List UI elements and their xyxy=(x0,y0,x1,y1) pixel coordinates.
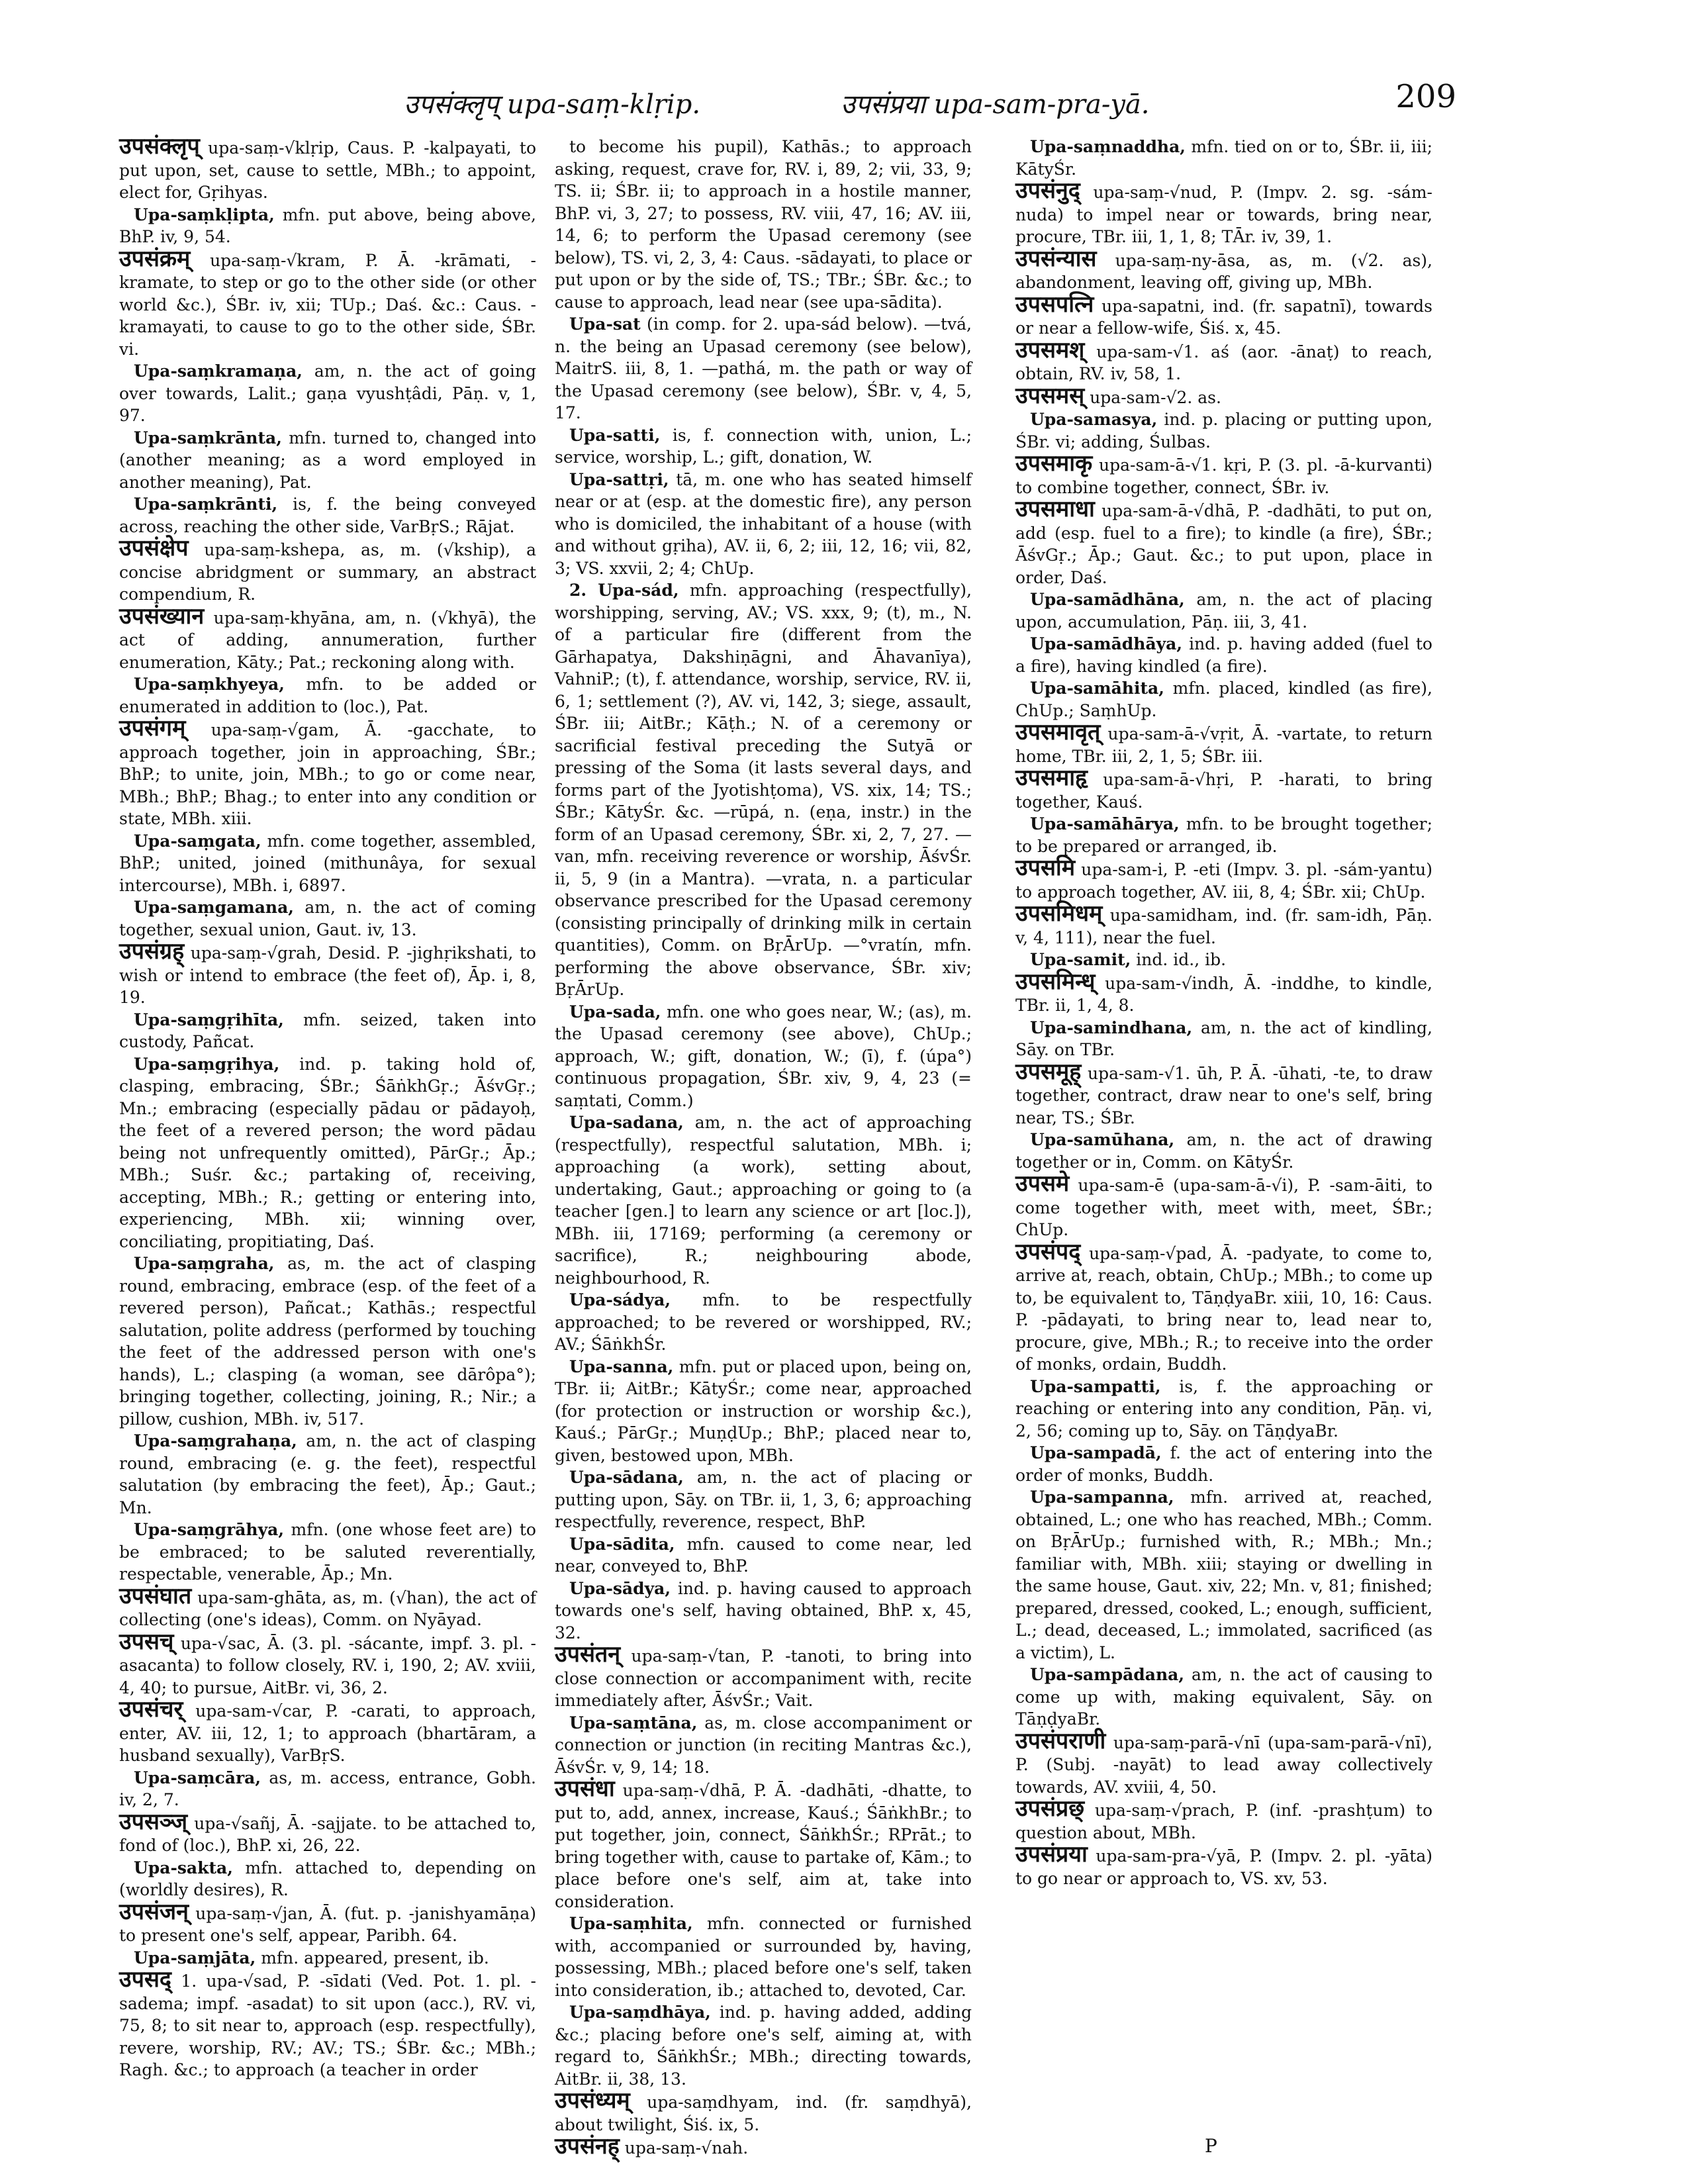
sub-entry xyxy=(555,1533,972,1578)
entry-text: mfn. put or placed upon, being on, TBr. ii; AitBr.; KātyŚr.; come near, approached (for protection or instruction or worship &c.), Kauś.; PārGṛ.; MuṇḍUp.; BhP.; placed near to, given, bestowed upon, MBh. xyxy=(555,1356,972,1465)
devanagari-headword: उपसमावृत् xyxy=(1015,719,1101,745)
entry-headword: Upa-sampatti, xyxy=(1030,1376,1161,1396)
devanagari-headword: उपसमिधम् xyxy=(1015,900,1103,927)
entry-text: mfn. put above, being above, BhP. iv, 9, 54. xyxy=(119,205,536,246)
entry-text: mfn. seized, taken into custody, Pañcat. xyxy=(119,1010,536,1051)
main-entry xyxy=(119,1696,536,1767)
entry-headword: Upa-sada, xyxy=(569,1002,661,1021)
sub-entry xyxy=(119,1430,536,1519)
entry-text: upa-sam-√1. ūh, P. Ā. -ūhati, -te, to draw together, contract, draw near to one's self, bring near, TS.; ŚBr. xyxy=(1015,1063,1432,1127)
sub-entry xyxy=(555,1112,972,1289)
sub-entry xyxy=(1015,1129,1432,1173)
entry-headword: Upa-samāhārya, xyxy=(1030,814,1180,833)
entry-headword: Upa-sanna, xyxy=(569,1356,674,1376)
entry-text: mfn. (one whose feet are) to be embraced; to be saluted reverentially, respectable, venerable, Āp.; Mn. xyxy=(119,1520,536,1584)
entry-text: upa-sapatni, ind. (fr. sapatnī), towards or near a fellow-wife, Śiś. x, 45. xyxy=(1015,296,1432,338)
entry-text: is, f. the being conveyed across, reaching the other side, VarBṛS.; Rājat. xyxy=(119,495,536,536)
main-entry xyxy=(119,535,536,606)
sub-entry xyxy=(1015,589,1432,633)
main-entry xyxy=(1015,1238,1432,1376)
entry-text: mfn. appeared, present, ib. xyxy=(256,1948,489,1968)
entry-text: is, f. connection with, union, L.; service, worship, L.; gift, donation, W. xyxy=(555,425,972,467)
entry-text: upa-sam-√2. as. xyxy=(1084,387,1221,407)
entry-text: am, n. the act of kindling, Sāy. on TBr. xyxy=(1015,1018,1432,1059)
main-entry xyxy=(555,2087,972,2136)
sub-entry xyxy=(119,360,536,427)
devanagari-headword: उपसंजन् xyxy=(119,1898,189,1925)
sub-entry xyxy=(555,1001,972,1112)
sub-entry xyxy=(1015,1664,1432,1731)
entry-text: tā, m. one who has seated himself near or at (esp. at the domestic fire), any person who is domiciled, the inhabitant of a house (with and without gṛiha), AV. ii, 6, 2; iii, 12, 16; vii, 82, 3; VS. xxvii, 2; 4; ChUp. xyxy=(555,469,972,578)
entry-headword: Upa-sampadā, xyxy=(1030,1443,1162,1462)
entry-text: am, n. the act of going over towards, Lalit.; gaṇa vyushṭâdi, Pāṇ. v, 1, 97. xyxy=(119,361,536,425)
entry-text: upa-√sañj, Ā. -sajjate. to be attached to, fond of (loc.), BhP. xi, 26, 22. xyxy=(119,1813,536,1855)
entry-text: upa-sam-pra-√yā, P. (Impv. 2. pl. -yāta) to go near or approach to, VS. xv, 53. xyxy=(1015,1846,1432,1888)
sub-entry xyxy=(119,204,536,248)
entry-headword: Upa-saṃgrahaṇa, xyxy=(134,1431,297,1450)
entry-headword: Upa-saṃkramaṇa, xyxy=(134,361,303,381)
entry-headword: Upa-sakta, xyxy=(134,1858,233,1877)
entry-text: upa-saṃ-√grah, Desid. P. -jighṛikshati, to wish or intend to embrace (the feet of), Āp. i, 8, 19. xyxy=(119,943,536,1007)
main-entry xyxy=(119,715,536,830)
running-header xyxy=(119,78,1456,131)
entry-headword: Upa-saṃtāna, xyxy=(569,1713,698,1733)
entry-text: mfn. placed, kindled (as fire), ChUp.; SaṃhUp. xyxy=(1015,679,1432,720)
entry-text: upa-saṃ-√gam, Ā. -gacchate, to approach together, join in approaching, ŚBr.; BhP.; to unite, join, MBh.; to go or come near, MBh.; BhP.; Bhag.; to enter into any condition or state, MBh. xiii. xyxy=(119,720,536,828)
entry-text: upa-√sac, Ā. (3. pl. -sácante, impf. 3. pl. -asacanta) to follow closely, RV. i, 190, 2; AV. xviii, 4, 40; to pursue, AitBr. vi, 36, 2. xyxy=(119,1633,536,1697)
sub-entry xyxy=(1015,1017,1432,1061)
main-entry xyxy=(1015,719,1432,767)
sub-entry xyxy=(555,424,972,469)
entry-text: upa-saṃ-√dhā, P. Ā. -dadhāti, -dhatte, to put to, add, annex, increase, Kauś.; ŚāṅkhBr.; to put together, join, connect, ŚāṅkhŚr.; RPrāt.; to bring together with, cause to partake of, Kām.; to place before one's self, aim at, take into consideration. xyxy=(555,1781,972,1911)
main-entry xyxy=(1015,450,1432,499)
entry-headword: Upa-saṃgṛihya, xyxy=(134,1054,280,1074)
entry-text: ind. p. having caused to approach towards one's self, having obtained, BhP. x, 45, 32. xyxy=(555,1578,972,1642)
sub-entry xyxy=(555,313,972,424)
entry-headword: Upa-sattṛi, xyxy=(569,469,669,489)
entry-text: mfn. tied on or to, ŚBr. ii, iii; KātyŚr. xyxy=(1015,137,1432,179)
entry-headword: 2. Upa-sád, xyxy=(569,581,679,600)
page-number: 209 xyxy=(1395,78,1456,115)
main-entry xyxy=(119,938,536,1009)
entry-text: upa-saṃ-kshepa, as, m. (√kship), a concise abridgment or summary, an abstract compendium, R. xyxy=(119,540,536,604)
entry-text: upa-sam-√car, P. -carati, to approach, enter, AV. iii, 12, 1; to approach (bhartāram, a husband sexually), VarBṛS. xyxy=(119,1701,536,1765)
devanagari-headword: उपसमस् xyxy=(1015,382,1085,409)
sub-entry xyxy=(1015,1486,1432,1664)
main-entry xyxy=(1015,496,1432,589)
column-1 xyxy=(119,133,536,2081)
entry-text: upa-samidham, ind. (fr. sam-idh, Pāṇ. v, 4, 111), near the fuel. xyxy=(1015,906,1432,947)
devanagari-headword: उपसंधा xyxy=(555,1776,615,1802)
main-entry xyxy=(1015,336,1432,385)
entry-text: mfn. connected or furnished with, accompanied or surrounded by, having, possessing, MBh.; placed before one's self, taken into consideration, ib.; attached to, devoted, Car. xyxy=(555,1914,972,2000)
entry-text: upa-sam-i, P. -eti (Impv. 3. pl. -sám-yantu) to approach together, AV. iii, 8, 4; ŚBr. xii; ChUp. xyxy=(1015,860,1432,902)
entry-text: upa-sam-ē (upa-sam-ā-√i), P. -sam-āiti, to come together with, meet with, meet, ŚBr.; ChUp. xyxy=(1015,1176,1432,1239)
entry-headword: Upa-samādhāna, xyxy=(1030,590,1185,609)
main-entry xyxy=(119,602,536,674)
devanagari-headword: उपसंन्यास xyxy=(1015,245,1097,272)
entry-text: mfn. approaching (respectfully), worshipping, serving, AV.; VS. xxx, 9; (t), m., N. of a particular fire (different from the Gārhapatya, Dakshiṇāgni, and Āhavanīya), VahniP.; (t), f. attendance, worship, service, RV. ii, 6, 1; settlement (?), AV. vi, 142, 3; siege, assault, ŚBr. iii; AitBr.; Kāṭh.; N. of a ceremony or sacrificial festival preceding the Sutyā or pressing of the Soma (it lasts several days, and forms part of the Jyotishṭoma), VS. xix, 14; TS.; ŚBr.; KātyŚr. &c. —rūpá, n. (eṇa, instr.) in the form of an Upasad ceremony, ŚBr. xi, 2, 7, 27. —van, mfn. receiving reverence or worship, ĀśvŚr. ii, 5, 9 (in a Mantra). —vrata, n. a particular observance prescribed for the Upasad ceremony (consisting principally of drinking milk in certain quantities), Comm. on BṛĀrUp. —°vratín, mfn. performing the above observance, ŚBr. xiv; BṛĀrUp. xyxy=(555,581,972,999)
devanagari-headword: उपसमूह् xyxy=(1015,1058,1082,1085)
entry-headword: Upa-sádya, xyxy=(569,1290,671,1309)
sub-entry xyxy=(119,1767,536,1811)
entry-text: upa-sam-√1. aś (aor. -ānaṭ) to reach, obtain, RV. iv, 58, 1. xyxy=(1015,342,1432,383)
entry-text: as, m. access, entrance, Gobh. iv, 2, 7. xyxy=(119,1768,536,1809)
sub-entry xyxy=(119,896,536,941)
devanagari-headword: उपसंक्रम् xyxy=(119,245,191,272)
entry-text: am, n. the act of causing to come up with, making equivalent, Sāy. on TāṇḍyaBr. xyxy=(1015,1665,1432,1729)
entry-headword: Upa-saṃgrāhya, xyxy=(134,1520,285,1539)
entry-headword: Upa-sampādana, xyxy=(1030,1665,1185,1684)
devanagari-headword: उपसमश् xyxy=(1015,336,1085,363)
devanagari-headword: उपसंख्यान xyxy=(119,602,205,630)
main-entry xyxy=(1015,968,1432,1017)
main-entry xyxy=(1015,177,1432,248)
entry-headword: Upa-satti, xyxy=(569,425,661,445)
entry-headword: Upa-saṃkrānti, xyxy=(134,495,278,514)
devanagari-headword: उपसमाकृ xyxy=(1015,450,1093,477)
entry-headword: Upa-samūhana, xyxy=(1030,1130,1175,1149)
entry-headword: Upa-saṃgṛihīta, xyxy=(134,1010,284,1029)
header-left-headword: उपसंक्लृप् upa-saṃ-klṛip. xyxy=(404,89,701,120)
devanagari-headword: उपसंप्रछ् xyxy=(1015,1795,1085,1822)
entry-text: 1. upa-√sad, P. -sīdati (Ved. Pot. 1. pl. -sadema; impf. -asadat) to sit upon (acc.), RV. vi, 75, 8; to sit near to, approach (esp. respectfully), revere, worship, RV.; AV.; TS.; ŚBr. &c.; MBh.; Ragh. &c.; to approach (a teacher in order xyxy=(119,1971,536,2079)
entry-text: ind. p. having added, adding &c.; placing before one's self, aiming at, with regard to, ŚāṅkhŚr.; MBh.; directing towards, AitBr. ii, 38, 13. xyxy=(555,2003,972,2089)
entry-text: (in comp. for 2. upa-sád below). —tvá, n. the being an Upasad ceremony (see below), MaitrS. iii, 8, 1. —pathá, m. the path or way of the Upasad ceremony (see below), ŚBr. v, 4, 5, 17. xyxy=(555,314,972,422)
sub-entry xyxy=(555,1356,972,1467)
entry-headword: Upa-saṃgata, xyxy=(134,831,261,851)
entry-text: upa-sam-ā-√1. kṛi, P. (3. pl. -ā-kurvanti) to combine together, connect, ŚBr. iv. xyxy=(1015,455,1432,497)
sub-entry xyxy=(555,1289,972,1356)
main-entry xyxy=(1015,1727,1432,1799)
entry-headword: Upa-samāhita, xyxy=(1030,679,1164,698)
sub-entry xyxy=(119,1857,536,1901)
header-right-headword: उपसंप्रया upa-sam-pra-yā. xyxy=(841,89,1150,120)
devanagari-headword: उपसंतन् xyxy=(555,1641,621,1668)
main-entry xyxy=(1015,1058,1432,1129)
entry-text: to become his pupil), Kathās.; to approach asking, request, crave for, RV. i, 89, 2; vii, 33, 9; TS. ii; ŚBr. ii; to approach in a hostile manner, BhP. vi, 3, 27; to possess, RV. viii, 47, 16; AV. iii, 14, 6; to perform the Upasad ceremony (see below), TS. vi, 2, 3, 4: Caus. -sādayati, to place or put upon or by the side of, TS.; TBr.; ŚBr. &c.; to cause to approach, lead near (see upa-sādita). xyxy=(555,137,972,312)
sub-entry xyxy=(1015,949,1432,971)
entry-text: upa-sam-ā-√vṛit, Ā. -vartate, to return home, TBr. iii, 2, 1, 5; ŚBr. iii. xyxy=(1015,724,1432,766)
devanagari-headword: उपसंध्यम् xyxy=(555,2087,630,2114)
entry-text: upa-sam-ā-√dhā, P. -dadhāti, to put on, add (esp. fuel to a fire); to kindle (a fire), ŚBr.; ĀśvGṛ.; Āp.; Gaut. &c.; to put upon, place in order, Daś. xyxy=(1015,501,1432,587)
entry-headword: Upa-saṃdhāya, xyxy=(569,2003,711,2022)
entry-headword: Upa-saṃkḷipta, xyxy=(134,205,275,224)
entry-text: am, n. the act of placing or putting upon, Sāy. on TBr. ii, 1, 3, 6; approaching respectfully, reverence, respect, BhP. xyxy=(555,1468,972,1531)
main-entry xyxy=(119,1898,536,1947)
devanagari-headword: उपसञ्ज् xyxy=(119,1808,188,1835)
entry-text: upa-saṃ-√nah. xyxy=(619,2138,749,2158)
entry-headword: Upa-saṃgraha, xyxy=(134,1254,275,1273)
entry-text: ind. id., ib. xyxy=(1131,950,1227,969)
sub-entry xyxy=(119,1009,536,1053)
entry-text: mfn. come together, assembled, BhP.; united, joined (mithunâya, for sexual intercourse), MBh. i, 6897. xyxy=(119,831,536,895)
main-entry xyxy=(555,1778,972,1913)
main-entry xyxy=(119,133,536,204)
entry-text: mfn. to be added or enumerated in addition to (loc.), Pat. xyxy=(119,675,536,716)
entry-headword: Upa-sampanna, xyxy=(1030,1488,1174,1507)
entry-text: mfn. attached to, depending on (worldly desires), R. xyxy=(119,1858,536,1899)
sub-entry xyxy=(1015,633,1432,677)
entry-text: upa-saṃ-√pad, Ā. -padyate, to come to, arrive at, reach, obtain, ChUp.; MBh.; to come up to, be equivalent to, TāṇḍyaBr. xiii, 10, 16: Caus. P. -pādayati, to bring near to, lead near to, procure, give, MBh.; R.; to receive into the order of monks, ordain, Buddh. xyxy=(1015,1243,1432,1374)
main-entry xyxy=(555,1641,972,1712)
entry-text: upa-saṃ-√kram, P. Ā. -krāmati, -kramate, to step or go to the other side (or other world &c.), ŚBr. iv, xii; TUp.; Daś. &c.: Caus. -kramayati, to cause to go to the other side, ŚBr. vi. xyxy=(119,250,536,359)
entry-headword: Upa-samit, xyxy=(1030,950,1131,969)
devanagari-headword: उपसमाधा xyxy=(1015,496,1095,522)
main-entry xyxy=(1015,767,1432,813)
entry-headword: Upa-samindhana, xyxy=(1030,1018,1193,1037)
devanagari-headword: उपसमाहृ xyxy=(1015,765,1088,791)
main-entry xyxy=(1015,1795,1432,1844)
signature-mark: P xyxy=(1205,2135,1217,2157)
main-entry xyxy=(555,2133,972,2160)
devanagari-headword: उपसद् xyxy=(119,1966,171,1993)
entry-text: upa-saṃdhyam, ind. (fr. saṃdhyā), about twilight, Śiś. ix, 5. xyxy=(555,2093,972,2134)
entry-headword: Upa-sat xyxy=(569,314,641,334)
entry-text: mfn. one who goes near, W.; (as), m. the Upasad ceremony (see above), ChUp.; approach, W.; gift, donation, W.; (ī), f. (úpa°) continuous propagation, ŚBr. xiv, 9, 4, 23 (= saṃtati, Comm.) xyxy=(555,1002,972,1110)
sub-entry xyxy=(555,579,972,1001)
entry-text: upa-saṃ-√jan, Ā. (fut. p. -janishyamāṇa) to present one's self, appear, Paribh. 64. xyxy=(119,1903,536,1945)
sub-entry xyxy=(1015,1376,1432,1443)
sub-entry xyxy=(555,469,972,580)
sub-entry xyxy=(119,830,536,897)
main-entry xyxy=(1015,291,1432,340)
sub-entry xyxy=(555,1466,972,1533)
sub-entry xyxy=(119,1053,536,1253)
devanagari-headword: उपसमि xyxy=(1015,855,1076,881)
entry-text: upa-saṃ-√tan, P. -tanoti, to bring into close connection or accompaniment with, recite immediately after, ĀśvŚr.; Vait. xyxy=(555,1646,972,1710)
entry-headword: Upa-sādita, xyxy=(569,1534,675,1554)
devanagari-headword: उपसपत्नि xyxy=(1015,291,1094,318)
devanagari-headword: उपसंपराणी xyxy=(1015,1727,1106,1754)
devanagari-headword: उपसंगम् xyxy=(119,715,186,741)
main-entry xyxy=(1015,900,1432,949)
devanagari-headword: उपसंचर् xyxy=(119,1696,183,1723)
sub-entry xyxy=(119,1519,536,1586)
devanagari-headword: उपसंघात xyxy=(119,1582,192,1609)
main-entry xyxy=(1015,1170,1432,1241)
entry-text: is, f. the approaching or reaching or entering into any condition, Pāṇ. vi, 2, 56; coming up to, Sāy. on TāṇḍyaBr. xyxy=(1015,1376,1432,1441)
entry-text: upa-sam-ghāta, as, m. (√han), the act of collecting (one's ideas), Comm. on Nyāyad. xyxy=(119,1588,536,1629)
entry-text: upa-saṃ-khyāna, am, n. (√khyā), the act of adding, annumeration, further enumeration, Kāty.; Pat.; reckoning along with. xyxy=(119,608,536,672)
main-entry xyxy=(119,1628,536,1699)
main-entry xyxy=(119,1966,536,2081)
sub-entry xyxy=(555,1578,972,1644)
sub-entry xyxy=(1015,136,1432,180)
main-entry xyxy=(1015,1841,1432,1889)
entry-text: upa-saṃ-parā-√nī (upa-sam-parā-√nī), P. (Subj. -nayāt) to lead away collectively towards, AV. xviii, 4, 50. xyxy=(1015,1733,1432,1797)
devanagari-headword: उपसंक्लृप् xyxy=(119,133,200,160)
entry-text: ind. p. taking hold of, clasping, embracing, ŚBr.; ŚāṅkhGṛ.; ĀśvGṛ.; Mn.; embracing (especially pādau or pādayoḥ, the feet of a revered person; the word pādau being not unfrequently omitted), PārGṛ.; Āp.; MBh.; Suśr. &c.; partaking of, receiving, accepting, MBh.; R.; getting or entering into, experiencing, MBh. xii; winning over, conciliating, propitiating, Daś. xyxy=(119,1054,536,1251)
column-3 xyxy=(1015,136,1432,1889)
entry-text: upa-saṃ-√prach, P. (inf. -prashṭum) to question about, MBh. xyxy=(1015,1801,1432,1842)
entry-headword: Upa-samādhāya, xyxy=(1030,634,1183,653)
entry-headword: Upa-saṃcāra, xyxy=(134,1768,261,1787)
entry-headword: Upa-saṃjāta, xyxy=(134,1948,256,1968)
entry-text: upa-sam-√indh, Ā. -inddhe, to kindle, TBr. ii, 1, 4, 8. xyxy=(1015,973,1432,1015)
devanagari-headword: उपसंनह् xyxy=(555,2133,620,2160)
entry-text: as, m. the act of clasping round, embracing, embrace (esp. of the feet of a revered person), Pañcat.; Kathās.; respectful salutation, polite address (performed by touching the feet of the addressed person with one's hands), L.; clasping (a woman, see dārôpa°); bringing together, collecting, joining, R.; Nir.; a pillow, cushion, MBh. iv, 517. xyxy=(119,1254,536,1429)
devanagari-headword: उपसंनुद् xyxy=(1015,177,1080,204)
entry-headword: Upa-samasya, xyxy=(1030,410,1158,429)
entry-text: am, n. the act of clasping round, embracing (e. g. the feet), respectful salutation (by embracing the feet), Āp.; Gaut.; Mn. xyxy=(119,1431,536,1517)
column-2 xyxy=(555,136,972,2160)
entry-headword: Upa-sādana, xyxy=(569,1468,684,1487)
entry-text: mfn. to be brought together; to be prepared or arranged, ib. xyxy=(1015,814,1432,856)
entry-headword: Upa-saṃgamana, xyxy=(134,898,294,917)
sub-entry xyxy=(119,673,536,718)
main-entry xyxy=(1015,382,1432,409)
devanagari-headword: उपसच् xyxy=(119,1628,174,1655)
entry-text: upa-saṃ-√nud, P. (Impv. 2. sg. -sám-nuda) to impel near or towards, bring near, procure, TBr. iii, 1, 1, 8; TĀr. iv, 39, 1. xyxy=(1015,183,1432,246)
entry-headword: Upa-saṃhita, xyxy=(569,1914,693,1933)
main-entry xyxy=(1015,857,1432,903)
entry-text: upa-sam-ā-√hṛi, P. -harati, to bring together, Kauś. xyxy=(1015,770,1432,812)
devanagari-headword: उपसंपद् xyxy=(1015,1238,1081,1265)
entry-text: mfn. arrived at, reached, obtained, L.; one who has reached, MBh.; Comm. on BṛĀrUp.; furnished with, R.; MBh.; Mn.; familiar with, MBh. xiii; staying or dwelling in the same house, Gaut. xiv, 22; Mn. v, 81; finished; prepared, dressed, cooked, L.; enough, sufficient, L.; dead, deceased, L.; immolated, sacrificed (as a victim), L. xyxy=(1015,1488,1432,1662)
sub-entry xyxy=(119,1947,536,1970)
entry-text: mfn. caused to come near, led near, conveyed to, BhP. xyxy=(555,1534,972,1576)
sub-entry xyxy=(555,2001,972,2090)
sub-entry xyxy=(1015,408,1432,453)
main-entry xyxy=(119,245,536,361)
devanagari-headword: उपसमे xyxy=(1015,1170,1070,1197)
main-entry xyxy=(119,1582,536,1631)
entry-headword: Upa-saṃkhyeya, xyxy=(134,675,285,694)
entry-text: mfn. turned to, changed into (another meaning; as a word employed in another meaning), Pat. xyxy=(119,428,536,492)
sub-entry xyxy=(119,427,536,494)
entry-headword: Upa-sadana, xyxy=(569,1113,684,1132)
entry-text: am, n. the act of drawing together or in, Comm. on KātyŚr. xyxy=(1015,1130,1432,1172)
entry-text: mfn. to be respectfully approached; to be revered or worshipped, RV.; AV.; ŚāṅkhŚr. xyxy=(555,1290,972,1354)
entry-text: upa-saṃ-ny-āsa, as, m. (√2. as), abandonment, leaving off, giving up, MBh. xyxy=(1015,250,1432,292)
sub-entry xyxy=(1015,1442,1432,1486)
entry-text: am, n. the act of placing upon, accumulation, Pāṇ. iii, 3, 41. xyxy=(1015,590,1432,632)
entry-text: am, n. the act of coming together, sexual union, Gaut. iv, 13. xyxy=(119,898,536,939)
devanagari-headword: उपसंप्रया xyxy=(1015,1841,1088,1868)
devanagari-headword: उपसंग्रह् xyxy=(119,938,185,965)
entry-headword: Upa-saṃnaddha, xyxy=(1030,137,1186,156)
sub-entry xyxy=(1015,677,1432,722)
entry-continuation xyxy=(555,136,972,313)
entry-text: as, m. close accompaniment or connection or junction (in reciting Mantras &c.), ĀśvŚr. v, 9, 14; 18. xyxy=(555,1713,972,1777)
sub-entry xyxy=(119,493,536,538)
sub-entry xyxy=(119,1253,536,1430)
entry-text: am, n. the act of approaching (respectfully), respectful salutation, MBh. i; approaching (a work), setting about, undertaking, Gaut.; approaching or going to (a teacher [gen.] to learn any science or art [loc.]), MBh. iii, 17169; performing (a ceremony or sacrifice), R.; neighbouring abode, neighbourhood, R. xyxy=(555,1113,972,1288)
main-entry xyxy=(119,1808,536,1857)
entry-text: f. the act of entering into the order of monks, Buddh. xyxy=(1015,1443,1432,1485)
entry-text: ind. p. having added (fuel to a fire), having kindled (a fire). xyxy=(1015,634,1432,676)
devanagari-headword: उपसंक्षेप xyxy=(119,535,189,561)
sub-entry xyxy=(1015,813,1432,857)
sub-entry xyxy=(555,1712,972,1779)
entry-text: upa-saṃ-√klṛip, Caus. P. -kalpayati, to put upon, set, cause to settle, MBh.; to appoint, elect for, Gṛihyas. xyxy=(119,138,536,202)
main-entry xyxy=(1015,245,1432,294)
sub-entry xyxy=(555,1913,972,2001)
entry-text: ind. p. placing or putting upon, ŚBr. vi; adding, Śulbas. xyxy=(1015,410,1432,451)
entry-headword: Upa-saṃkrānta, xyxy=(134,428,282,448)
entry-headword: Upa-sādya, xyxy=(569,1578,671,1598)
devanagari-headword: उपसमिन्ध् xyxy=(1015,968,1096,995)
